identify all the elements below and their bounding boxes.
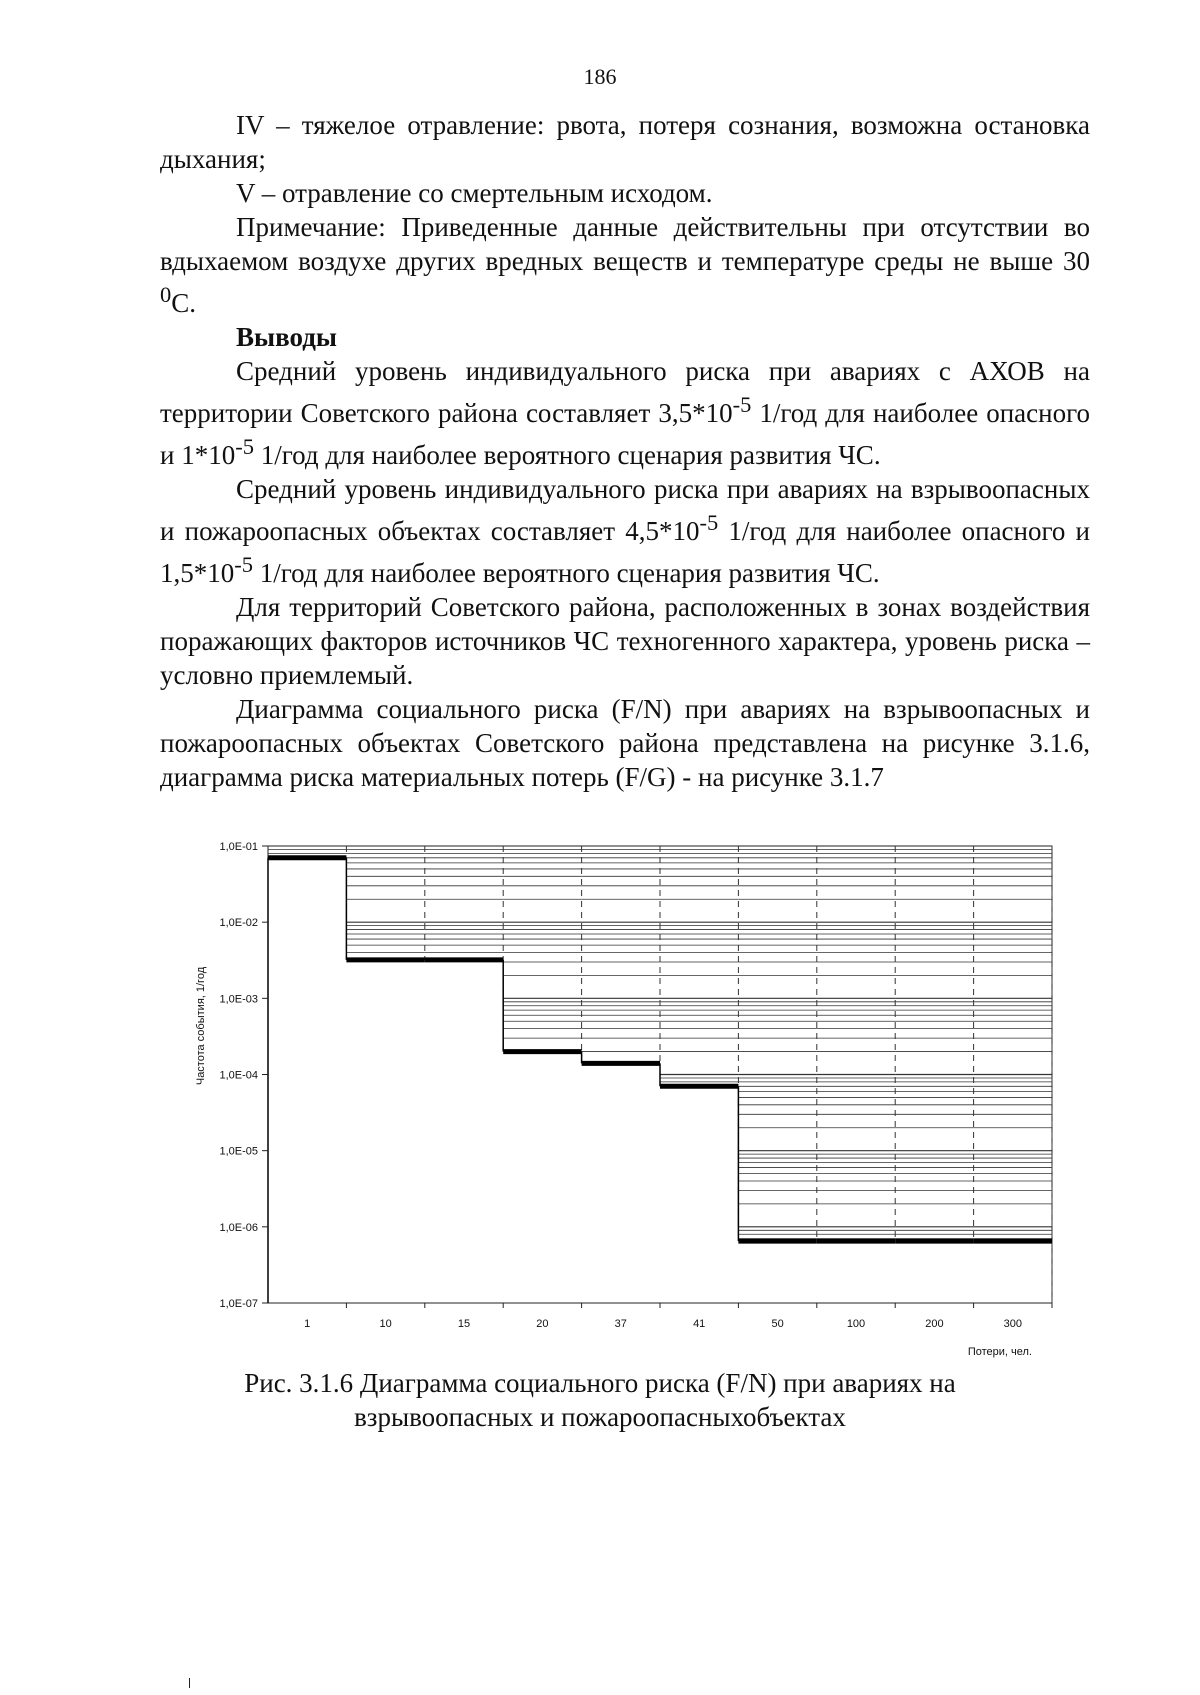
- x-tick-label: 200: [925, 1318, 944, 1330]
- explosion-text-a: Средний уровень индивидуального риска при авариях на взрывоопасных и пожароопасных объектах составляет 4,5*10: [160, 474, 1090, 546]
- y-tick-label: 1,0E-07: [219, 1298, 258, 1310]
- y-tick-label: 1,0E-01: [219, 841, 258, 853]
- x-tick-label: 20: [536, 1318, 549, 1330]
- x-tick-label: 50: [771, 1318, 784, 1330]
- y-tick-label: 1,0E-06: [219, 1221, 258, 1234]
- x-tick-label: 15: [457, 1318, 471, 1330]
- x-tick-label: 41: [693, 1318, 706, 1330]
- footer-mark: [189, 1678, 190, 1688]
- y-axis-title: Частота события, 1/год: [195, 966, 207, 1086]
- x-tick-label: 100: [846, 1318, 866, 1330]
- paragraph-explosion-risk: [160, 472, 1090, 590]
- ahov-text-a: Средний уровень индивидуального риска при авариях с АХОВ на территории Советского района составляет 3,5*10: [160, 356, 1090, 428]
- ahov-exp-1: -5: [732, 392, 752, 417]
- paragraph-acceptable: Для территорий Советского района, расположенных в зонах воздействия поражающих факторов источников ЧС техногенного характера, уровень риска – условно приемлемый.: [160, 592, 1090, 690]
- ahov-exp-2: -5: [235, 434, 254, 459]
- paragraph-diagram-ref: Диаграмма социального риска (F/N) при авариях на взрывоопасных и пожароопасных объектах Советского района представлена на рисунке 3.1.6, диаграмма риска материальных потерь (F/G) - на рисунке 3.1.7: [160, 694, 1090, 792]
- fn-chart: [190, 830, 1070, 1370]
- page-number: 186: [583, 64, 617, 89]
- note-text: Примечание: Приведенные данные действительны при отсутствии во вдыхаемом воздухе других вредных веществ и температуре среды не выше 30: [160, 212, 1090, 276]
- note-degree: 0: [160, 282, 172, 307]
- explosion-text-c: 1/год для наиболее вероятного сценария развития ЧС.: [253, 558, 880, 588]
- x-axis-title: Потери, чел.: [967, 1346, 1032, 1358]
- ahov-text-c: 1/год для наиболее вероятного сценария развития ЧС.: [253, 440, 881, 470]
- explosion-text-b: 1/год для наиболее опасного и 1,5*10: [160, 516, 1090, 588]
- body-text: [160, 108, 1090, 794]
- fn-chart-svg: [190, 830, 1070, 1370]
- ahov-text-b: 1/год для наиболее опасного и 1*10: [160, 398, 1091, 470]
- y-tick-label: 1,0E-05: [219, 1145, 258, 1158]
- y-tick-label: 1,0E-03: [219, 993, 258, 1006]
- explosion-exp-2: -5: [234, 552, 253, 577]
- note-unit: С.: [171, 288, 197, 318]
- paragraph-note: [160, 210, 1090, 320]
- caption-line-2: взрывоопасных и пожароопасныхобъектах: [354, 1402, 846, 1432]
- x-tick-label: 10: [379, 1318, 392, 1330]
- x-tick-label: 37: [614, 1318, 627, 1330]
- explosion-exp-1: -5: [699, 510, 719, 535]
- paragraph-grade-v: V – отравление со смертельным исходом.: [236, 178, 713, 208]
- y-tick-label: 1,0E-02: [219, 917, 258, 930]
- y-tick-label: 1,0E-04: [219, 1069, 258, 1082]
- x-tick-label: 1: [304, 1318, 311, 1330]
- paragraph-grade-iv: IV – тяжелое отравление: рвота, потеря сознания, возможна остановка дыхания;: [160, 110, 1090, 174]
- paragraph-ahov-risk: [160, 354, 1090, 472]
- section-heading: Выводы: [236, 322, 337, 352]
- caption-line-1: Рис. 3.1.6 Диаграмма социального риска (F/N) при авариях на: [244, 1368, 956, 1398]
- x-tick-label: 300: [1003, 1318, 1022, 1330]
- figure-caption: [0, 1366, 1200, 1434]
